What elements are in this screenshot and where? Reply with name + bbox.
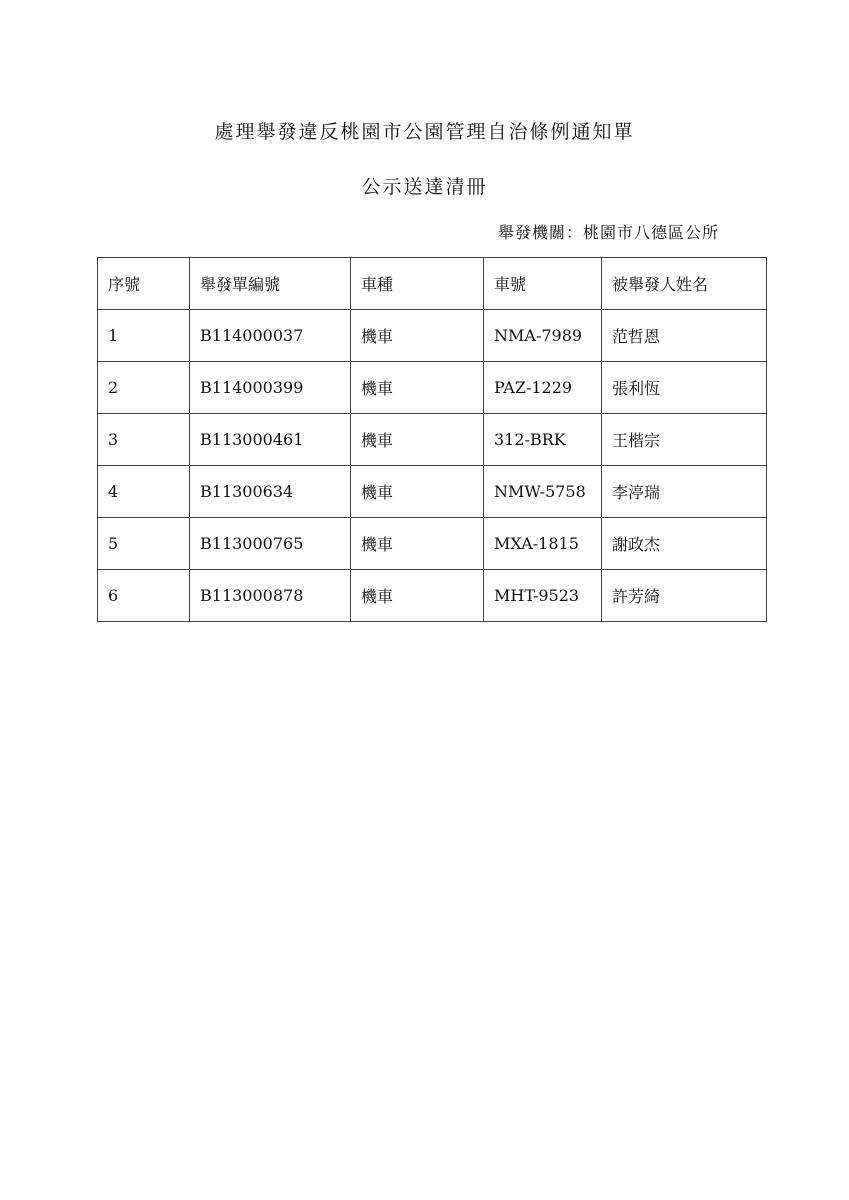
table-row xyxy=(98,310,767,362)
cell-plate-number: NMW-5758 xyxy=(484,466,602,518)
cell-serial-number: 4 xyxy=(98,466,190,518)
cell-ticket-number: B113000461 xyxy=(190,414,351,466)
header-serial-number: 序號 xyxy=(98,258,190,310)
notice-roster-table xyxy=(97,257,767,622)
header-ticket-number: 舉發單編號 xyxy=(190,258,351,310)
table-row xyxy=(98,570,767,622)
cell-vehicle-type: 機車 xyxy=(351,310,484,362)
cell-offender-name: 李渟瑞 xyxy=(602,466,767,518)
cell-offender-name: 許芳綺 xyxy=(602,570,767,622)
cell-vehicle-type: 機車 xyxy=(351,414,484,466)
cell-ticket-number: B113000878 xyxy=(190,570,351,622)
cell-ticket-number: B114000399 xyxy=(190,362,351,414)
cell-offender-name: 謝政杰 xyxy=(602,518,767,570)
document-title: 處理舉發違反桃園市公園管理自治條例通知單 xyxy=(214,121,635,143)
document-subtitle: 公示送達清冊 xyxy=(361,176,488,198)
table-row xyxy=(98,362,767,414)
table-row xyxy=(98,414,767,466)
table-header-row xyxy=(98,258,767,310)
cell-serial-number: 3 xyxy=(98,414,190,466)
cell-plate-number: 312-BRK xyxy=(484,414,602,466)
issuing-agency: 舉發機關：桃園市八德區公所 xyxy=(497,223,719,242)
header-plate-number: 車號 xyxy=(484,258,602,310)
cell-vehicle-type: 機車 xyxy=(351,362,484,414)
cell-plate-number: MXA-1815 xyxy=(484,518,602,570)
table-row xyxy=(98,518,767,570)
cell-serial-number: 2 xyxy=(98,362,190,414)
cell-ticket-number: B11300634 xyxy=(190,466,351,518)
cell-serial-number: 6 xyxy=(98,570,190,622)
cell-serial-number: 1 xyxy=(98,310,190,362)
cell-plate-number: NMA-7989 xyxy=(484,310,602,362)
cell-plate-number: PAZ-1229 xyxy=(484,362,602,414)
cell-serial-number: 5 xyxy=(98,518,190,570)
cell-plate-number: MHT-9523 xyxy=(484,570,602,622)
header-vehicle-type: 車種 xyxy=(351,258,484,310)
cell-ticket-number: B113000765 xyxy=(190,518,351,570)
cell-ticket-number: B114000037 xyxy=(190,310,351,362)
cell-offender-name: 張利恆 xyxy=(602,362,767,414)
cell-offender-name: 王楷宗 xyxy=(602,414,767,466)
cell-vehicle-type: 機車 xyxy=(351,570,484,622)
cell-offender-name: 范哲恩 xyxy=(602,310,767,362)
table-row xyxy=(98,466,767,518)
header-offender-name: 被舉發人姓名 xyxy=(602,258,767,310)
cell-vehicle-type: 機車 xyxy=(351,518,484,570)
cell-vehicle-type: 機車 xyxy=(351,466,484,518)
